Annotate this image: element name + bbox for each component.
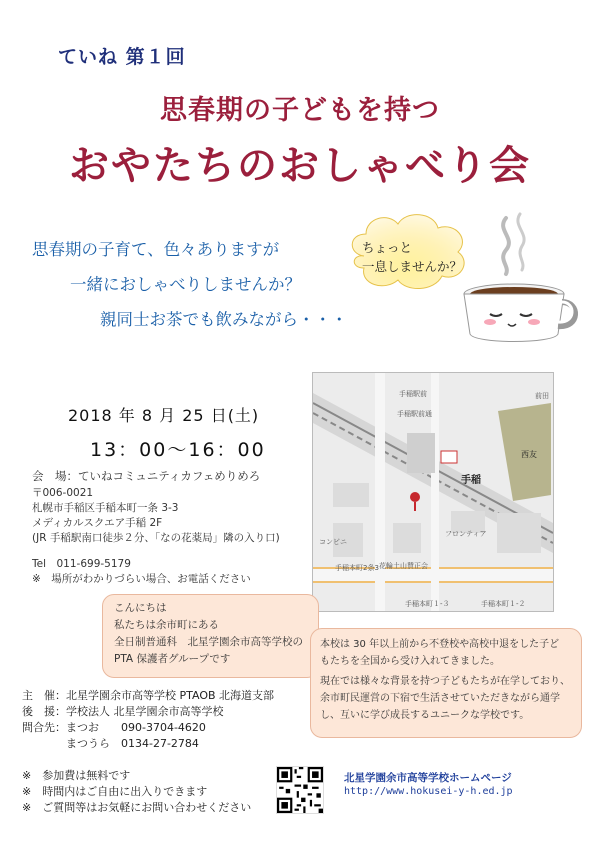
organizer-host: 主 催：北星学園余市高等学校 PTAOB 北海道支部 — [22, 689, 275, 702]
venue-address-1: 札幌市手稲区手稲本町一条 3-3 — [32, 502, 179, 514]
venue-tel-note: ※ 場所がわかりづらい場合、お電話ください — [32, 573, 251, 585]
school-info-line-4: 余市町民運営の下宿で生活させていただきながら通学 — [320, 693, 560, 704]
bubble-line-2: 一息しませんか？ — [362, 259, 463, 274]
note-line-3: ※ ご質問等はお気軽にお問い合わせください — [22, 801, 252, 814]
location-map[interactable] — [312, 372, 554, 612]
intro-line-1: 思春期の子育て、色々ありますが — [32, 240, 280, 259]
map-label: 前田 — [535, 392, 549, 400]
venue-tel: Tel 011-699-5179 — [32, 558, 131, 570]
organizer-support: 後 援：学校法人 北星学園余市高等学校 — [22, 705, 224, 718]
event-time: 13：00〜16：00 — [90, 439, 266, 461]
school-info-line-2: もたちを全国から受け入れてきました。 — [320, 656, 500, 667]
event-title: おやたちのおしゃべり会 — [69, 143, 531, 189]
greeting-line-4: PTA 保護者グループです — [114, 653, 231, 665]
venue-access: (JR 手稲駅南口徒歩２分、「なの花薬局」隣の入り口) — [32, 532, 280, 544]
map-label: 手稲本町１-２ — [481, 600, 526, 608]
greeting-line-2: 私たちは余市町にある — [114, 619, 219, 631]
note-line-1: ※ 参加費は無料です — [22, 769, 131, 782]
note-line-2: ※ 時間内はご自由に出入りできます — [22, 785, 208, 798]
homepage-title: 北星学園余市高等学校ホームページ — [344, 772, 512, 784]
homepage-url[interactable]: http://www.hokusei-y-h.ed.jp — [344, 786, 513, 797]
map-station-label: 手稲 — [461, 475, 481, 486]
map-label: コンビニ — [319, 538, 347, 546]
map-label: 手稲本町2条3 — [335, 564, 379, 572]
coffee-cup-icon — [456, 210, 580, 350]
venue-name: 会 場：ていねコミュニティカフェめりめろ — [32, 469, 261, 483]
map-graphic — [313, 373, 553, 611]
venue-address-2: メディカルスクエア手稲 2F — [32, 517, 163, 529]
school-info-line-1: 本校は 30 年以上前から不登校や高校中退をした子ど — [320, 639, 560, 650]
series-label: ていね 第１回 — [58, 46, 186, 68]
map-store-label: 西友 — [521, 450, 537, 459]
event-subtitle: 思春期の子どもを持つ — [160, 95, 440, 126]
map-label: 花輪土山賛正会 — [379, 562, 428, 570]
greeting-line-3: 全日制普通科 北星学園余市高等学校の — [114, 636, 303, 648]
organizer-contact-2: まつうら 0134-27-2784 — [22, 737, 199, 750]
school-info-line-5: し、互いに学び成長するユニークな学校です。 — [320, 710, 530, 721]
bubble-text — [362, 238, 462, 276]
map-label: 手稲駅前通 — [397, 410, 432, 418]
school-info-line-3: 現在では様々な背景を持つ子どもたちが在学しており、 — [320, 676, 570, 687]
map-label: フロンティア — [445, 530, 487, 538]
greeting-line-1: こんにちは — [114, 602, 167, 614]
intro-line-2: 一緒におしゃべりしませんか？ — [70, 275, 301, 294]
event-date: 2018 年 8 月 25 日(土) — [68, 406, 260, 425]
intro-line-3: 親同士お茶でも飲みながら・・・ — [100, 310, 348, 329]
bubble-line-1: ちょっと — [362, 240, 413, 255]
map-label: 手稲本町１-３ — [405, 600, 450, 608]
map-label: 手稲駅前 — [399, 390, 427, 398]
venue-postal: 〒006-0021 — [32, 487, 94, 499]
organizer-contact-1: 問合先：まつお 090-3704-4620 — [22, 721, 206, 734]
qr-code-icon[interactable] — [276, 766, 324, 814]
